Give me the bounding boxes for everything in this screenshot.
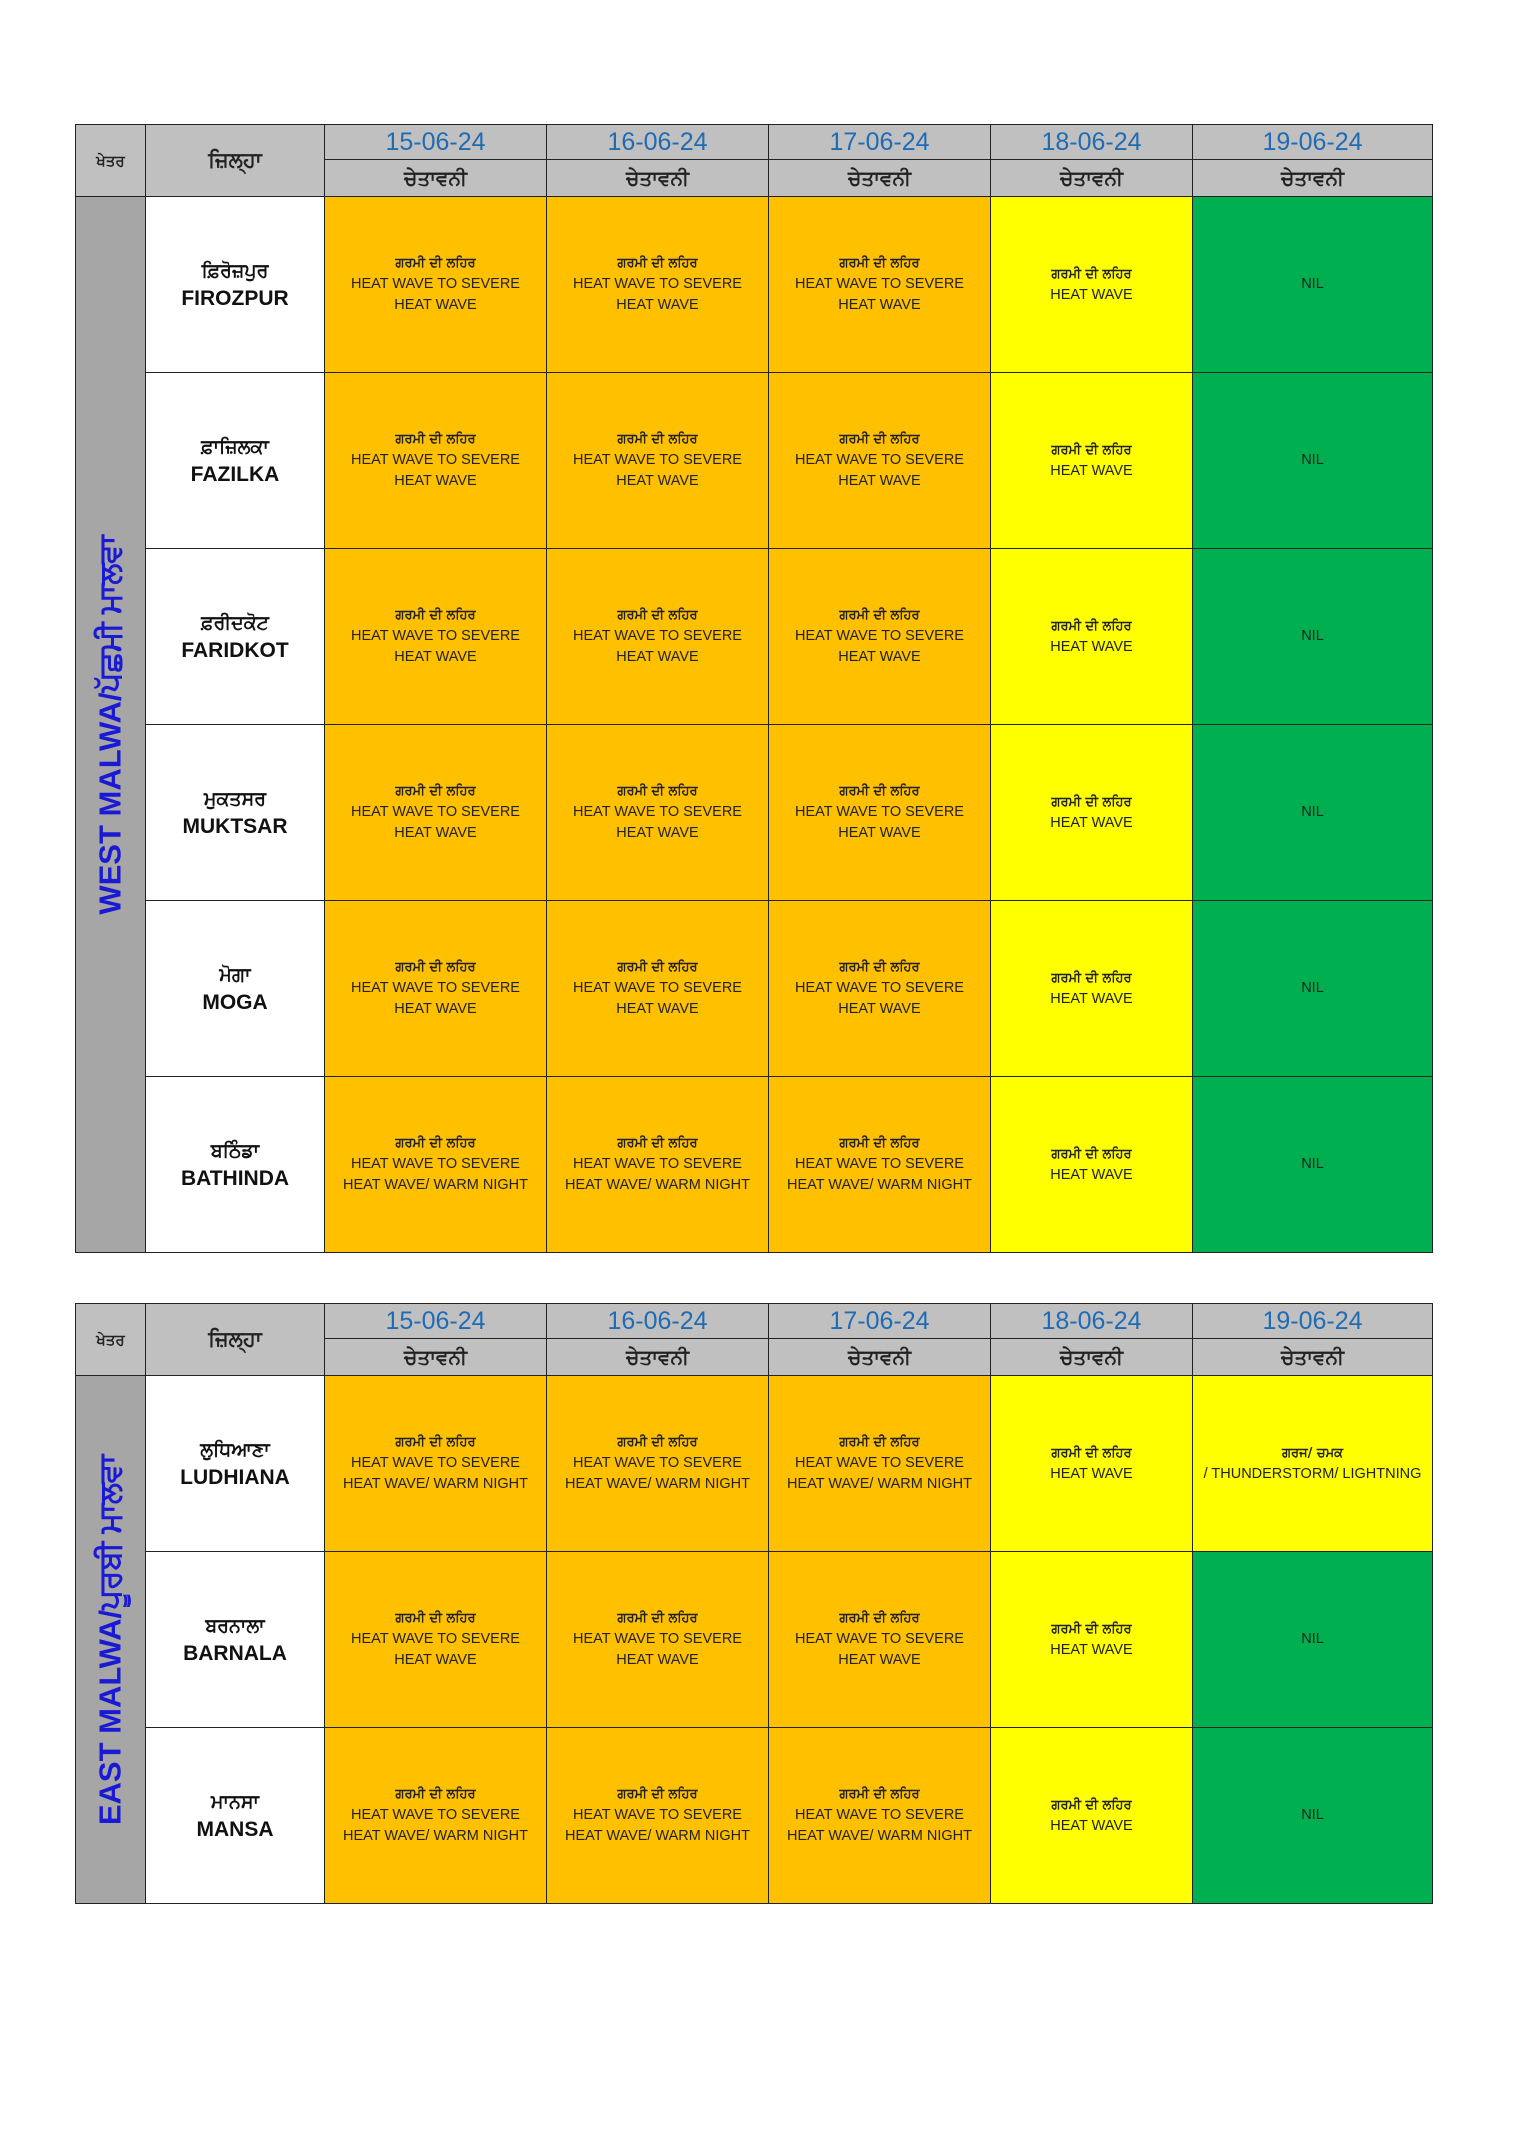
district-cell bbox=[146, 549, 325, 725]
warning-text: HEAT WAVE bbox=[838, 649, 921, 665]
warning-text: HEAT WAVE/ WARM NIGHT bbox=[786, 1476, 972, 1492]
warning-text: HEAT WAVE TO SEVERE bbox=[351, 276, 520, 292]
warning-text: ਗਰਮੀ ਦੀ ਲਹਿਰ bbox=[617, 1611, 698, 1626]
warning-text: ਗਰਮੀ ਦੀ ਲਹਿਰ bbox=[1051, 266, 1132, 282]
district-cell bbox=[146, 1728, 325, 1904]
warning-text: HEAT WAVE TO SEVERE bbox=[351, 1807, 520, 1823]
district-row bbox=[76, 1552, 1433, 1728]
district-name-english: BARNALA bbox=[183, 1641, 287, 1665]
warning-text: HEAT WAVE bbox=[394, 825, 477, 841]
district-cell bbox=[146, 1376, 325, 1552]
warning-cell bbox=[991, 373, 1193, 549]
warning-header: ਚੇਤਾਵਨੀ bbox=[991, 1339, 1193, 1376]
warning-text: HEAT WAVE/ WARM NIGHT bbox=[342, 1476, 528, 1492]
warning-header: ਚੇਤਾਵਨੀ bbox=[325, 1339, 547, 1376]
warning-cell bbox=[325, 1376, 547, 1552]
warning-text: NIL bbox=[1301, 1631, 1324, 1647]
district-row bbox=[76, 197, 1433, 373]
warning-cell bbox=[547, 1552, 769, 1728]
warning-cell bbox=[325, 1728, 547, 1904]
warning-text: HEAT WAVE/ WARM NIGHT bbox=[342, 1828, 528, 1844]
warning-cell bbox=[991, 901, 1193, 1077]
warning-text: HEAT WAVE bbox=[1050, 638, 1133, 655]
warning-text: HEAT WAVE TO SEVERE bbox=[795, 804, 964, 820]
district-cell bbox=[146, 197, 325, 373]
warning-cell bbox=[769, 549, 991, 725]
warning-header: ਚੇਤਾਵਨੀ bbox=[1193, 160, 1433, 197]
warning-text: HEAT WAVE TO SEVERE bbox=[573, 980, 742, 996]
district-name-english: FAZILKA bbox=[190, 462, 280, 486]
warning-text: HEAT WAVE TO SEVERE bbox=[795, 980, 964, 996]
warning-text: HEAT WAVE bbox=[1050, 1817, 1133, 1834]
warning-text: HEAT WAVE TO SEVERE bbox=[795, 628, 964, 644]
zone-cell bbox=[76, 1376, 146, 1904]
district-cell bbox=[146, 1552, 325, 1728]
warning-text: HEAT WAVE TO SEVERE bbox=[573, 1455, 742, 1471]
warning-cell bbox=[991, 1728, 1193, 1904]
warning-text: HEAT WAVE bbox=[394, 1652, 477, 1668]
warning-text: ਗਰਮੀ ਦੀ ਲਹਿਰ bbox=[1051, 1445, 1132, 1461]
warning-cell bbox=[547, 901, 769, 1077]
district-row bbox=[76, 373, 1433, 549]
warning-cell bbox=[547, 373, 769, 549]
district-row bbox=[76, 1728, 1433, 1904]
warning-text: ਗਰਮੀ ਦੀ ਲਹਿਰ bbox=[617, 1435, 698, 1450]
date-header: 19-06-24 bbox=[1193, 125, 1433, 160]
warning-text: HEAT WAVE/ WARM NIGHT bbox=[564, 1828, 750, 1844]
warning-text: HEAT WAVE TO SEVERE bbox=[573, 628, 742, 644]
warning-cell bbox=[1193, 725, 1433, 901]
warning-header: ਚੇਤਾਵਨੀ bbox=[769, 160, 991, 197]
warning-cell bbox=[547, 1376, 769, 1552]
warning-text: HEAT WAVE bbox=[616, 1001, 699, 1017]
warning-text: ਗਰਮੀ ਦੀ ਲਹਿਰ bbox=[839, 1136, 920, 1151]
warning-text: ਗਰਮੀ ਦੀ ਲਹਿਰ bbox=[395, 1435, 476, 1450]
district-name-english: MUKTSAR bbox=[182, 814, 288, 838]
warning-text: ਗਰਮੀ ਦੀ ਲਹਿਰ bbox=[839, 1435, 920, 1450]
warning-cell bbox=[325, 549, 547, 725]
warning-cell bbox=[991, 1376, 1193, 1552]
warning-cell bbox=[1193, 549, 1433, 725]
warning-text: ਗਰਮੀ ਦੀ ਲਹਿਰ bbox=[395, 1136, 476, 1151]
warning-text: ਗਰਮੀ ਦੀ ਲਹਿਰ bbox=[839, 432, 920, 447]
warning-cell bbox=[991, 725, 1193, 901]
warning-cell bbox=[547, 1728, 769, 1904]
district-cell bbox=[146, 1077, 325, 1253]
warning-text: HEAT WAVE TO SEVERE bbox=[351, 628, 520, 644]
warning-text: ਗਰਮੀ ਦੀ ਲਹਿਰ bbox=[617, 608, 698, 623]
warning-text: HEAT WAVE TO SEVERE bbox=[351, 452, 520, 468]
warning-text: HEAT WAVE bbox=[616, 473, 699, 489]
warning-text: ਗਰਮੀ ਦੀ ਲਹਿਰ bbox=[839, 1787, 920, 1802]
warning-text: ਗਰਮੀ ਦੀ ਲਹਿਰ bbox=[1051, 618, 1132, 634]
zone-column-header: ਖੇਤਰ bbox=[76, 125, 146, 197]
district-name-english: FARIDKOT bbox=[181, 638, 289, 662]
date-header: 18-06-24 bbox=[991, 1304, 1193, 1339]
district-name-punjabi: ਫ਼ਰੀਦਕੋਟ bbox=[201, 611, 269, 634]
warning-text: HEAT WAVE TO SEVERE bbox=[795, 1807, 964, 1823]
warning-text: HEAT WAVE bbox=[616, 649, 699, 665]
warning-cell bbox=[325, 901, 547, 1077]
district-cell bbox=[146, 373, 325, 549]
warning-text: HEAT WAVE TO SEVERE bbox=[795, 276, 964, 292]
warning-cell bbox=[325, 197, 547, 373]
district-column-header: ਜ਼ਿਲ੍ਹਾ bbox=[146, 125, 325, 197]
warning-header: ਚੇਤਾਵਨੀ bbox=[1193, 1339, 1433, 1376]
district-column-header: ਜ਼ਿਲ੍ਹਾ bbox=[146, 1304, 325, 1376]
district-name-punjabi: ਲੁਧਿਆਣਾ bbox=[200, 1438, 270, 1461]
zone-label: WEST MALWA/ਪੱਛਮੀ ਮਾਲਵਾ bbox=[92, 534, 127, 915]
warning-text: / THUNDERSTORM/ LIGHTNING bbox=[1203, 1465, 1422, 1482]
warning-text: HEAT WAVE/ WARM NIGHT bbox=[342, 1177, 528, 1193]
warning-text: HEAT WAVE bbox=[1050, 990, 1133, 1007]
district-name-punjabi: ਫ਼ਿਰੋਜ਼ਪੁਰ bbox=[201, 259, 269, 282]
warning-text: NIL bbox=[1301, 1807, 1324, 1823]
warning-text: HEAT WAVE TO SEVERE bbox=[351, 804, 520, 820]
district-name-english: MANSA bbox=[196, 1817, 274, 1841]
warning-text: HEAT WAVE TO SEVERE bbox=[573, 276, 742, 292]
warning-text: ਗਰਮੀ ਦੀ ਲਹਿਰ bbox=[1051, 442, 1132, 458]
warning-header: ਚੇਤਾਵਨੀ bbox=[547, 160, 769, 197]
warning-text: HEAT WAVE bbox=[838, 825, 921, 841]
warning-header: ਚੇਤਾਵਨੀ bbox=[547, 1339, 769, 1376]
warning-text: HEAT WAVE bbox=[394, 1001, 477, 1017]
warning-text: NIL bbox=[1301, 1156, 1324, 1172]
warning-text: HEAT WAVE bbox=[1050, 1166, 1133, 1183]
zone-column-header: ਖੇਤਰ bbox=[76, 1304, 146, 1376]
warning-cell bbox=[547, 197, 769, 373]
warning-cell bbox=[1193, 373, 1433, 549]
warning-text: ਗਰਮੀ ਦੀ ਲਹਿਰ bbox=[617, 784, 698, 799]
district-name-punjabi: ਮੁਕਤਸਰ bbox=[203, 787, 267, 810]
warning-text: HEAT WAVE TO SEVERE bbox=[573, 1631, 742, 1647]
warning-text: HEAT WAVE bbox=[1050, 286, 1133, 303]
warning-header: ਚੇਤਾਵਨੀ bbox=[769, 1339, 991, 1376]
district-name-punjabi: ਮੋਗਾ bbox=[219, 963, 251, 986]
warning-text: HEAT WAVE bbox=[1050, 1465, 1133, 1482]
warning-cell bbox=[1193, 1077, 1433, 1253]
warning-text: HEAT WAVE bbox=[1050, 1641, 1133, 1658]
warning-text: HEAT WAVE TO SEVERE bbox=[351, 980, 520, 996]
district-name-english: MOGA bbox=[202, 990, 268, 1014]
date-header: 15-06-24 bbox=[325, 125, 547, 160]
warning-text: HEAT WAVE TO SEVERE bbox=[795, 1455, 964, 1471]
warning-text: ਗਰਮੀ ਦੀ ਲਹਿਰ bbox=[1051, 1797, 1132, 1813]
district-row bbox=[76, 725, 1433, 901]
warning-text: ਗਰਮੀ ਦੀ ਲਹਿਰ bbox=[1051, 794, 1132, 810]
warning-text: ਗਰਮੀ ਦੀ ਲਹਿਰ bbox=[395, 1787, 476, 1802]
date-header: 18-06-24 bbox=[991, 125, 1193, 160]
warning-cell bbox=[769, 1077, 991, 1253]
warning-cell bbox=[769, 1376, 991, 1552]
zone-cell bbox=[76, 197, 146, 1253]
warning-text: ਗਰਮੀ ਦੀ ਲਹਿਰ bbox=[1051, 1146, 1132, 1162]
warning-text: ਗਰਮੀ ਦੀ ਲਹਿਰ bbox=[839, 960, 920, 975]
warning-cell bbox=[991, 197, 1193, 373]
district-name-english: LUDHIANA bbox=[180, 1465, 290, 1489]
warning-text: HEAT WAVE bbox=[1050, 814, 1133, 831]
warning-text: HEAT WAVE/ WARM NIGHT bbox=[786, 1828, 972, 1844]
warning-text: ਗਰਮੀ ਦੀ ਲਹਿਰ bbox=[617, 432, 698, 447]
warning-cell bbox=[769, 1728, 991, 1904]
warning-cell bbox=[325, 725, 547, 901]
warning-text: ਗਰਮੀ ਦੀ ਲਹਿਰ bbox=[617, 256, 698, 271]
warning-text: HEAT WAVE bbox=[1050, 462, 1133, 479]
warning-cell bbox=[769, 725, 991, 901]
warning-cell bbox=[547, 549, 769, 725]
warning-text: ਗਰਮੀ ਦੀ ਲਹਿਰ bbox=[395, 960, 476, 975]
date-header: 16-06-24 bbox=[547, 1304, 769, 1339]
warning-text: NIL bbox=[1301, 276, 1324, 292]
warning-text: ਗਰਮੀ ਦੀ ਲਹਿਰ bbox=[617, 1787, 698, 1802]
warning-text: ਗਰਮੀ ਦੀ ਲਹਿਰ bbox=[839, 784, 920, 799]
warning-text: NIL bbox=[1301, 628, 1324, 644]
warning-text: HEAT WAVE/ WARM NIGHT bbox=[564, 1177, 750, 1193]
warning-text: ਗਰਮੀ ਦੀ ਲਹਿਰ bbox=[395, 608, 476, 623]
warning-text: HEAT WAVE TO SEVERE bbox=[795, 1631, 964, 1647]
warning-text: ਗਰਮੀ ਦੀ ਲਹਿਰ bbox=[839, 608, 920, 623]
warning-cell bbox=[991, 1552, 1193, 1728]
warning-cell bbox=[1193, 901, 1433, 1077]
warning-text: HEAT WAVE bbox=[394, 473, 477, 489]
warning-text: ਗਰਮੀ ਦੀ ਲਹਿਰ bbox=[1051, 1621, 1132, 1637]
date-header: 16-06-24 bbox=[547, 125, 769, 160]
district-name-english: BATHINDA bbox=[180, 1166, 290, 1190]
district-name-punjabi: ਬਰਨਾਲਾ bbox=[205, 1614, 265, 1637]
warning-cell bbox=[325, 373, 547, 549]
district-name-punjabi: ਮਾਨਸਾ bbox=[211, 1790, 259, 1813]
warning-cell bbox=[1193, 197, 1433, 373]
district-cell bbox=[146, 725, 325, 901]
warning-text: HEAT WAVE bbox=[838, 1652, 921, 1668]
warning-text: HEAT WAVE bbox=[838, 473, 921, 489]
warning-cell bbox=[547, 1077, 769, 1253]
warning-text: HEAT WAVE TO SEVERE bbox=[795, 1156, 964, 1172]
warning-text: ਗਰਮੀ ਦੀ ਲਹਿਰ bbox=[617, 960, 698, 975]
warning-text: HEAT WAVE TO SEVERE bbox=[351, 1455, 520, 1471]
warning-text: NIL bbox=[1301, 804, 1324, 820]
warning-text: ਗਰਮੀ ਦੀ ਲਹਿਰ bbox=[839, 1611, 920, 1626]
warning-text: HEAT WAVE TO SEVERE bbox=[573, 804, 742, 820]
warning-text: ਗਰਮੀ ਦੀ ਲਹਿਰ bbox=[395, 1611, 476, 1626]
warning-header: ਚੇਤਾਵਨੀ bbox=[991, 160, 1193, 197]
date-header: 19-06-24 bbox=[1193, 1304, 1433, 1339]
warning-text: NIL bbox=[1301, 980, 1324, 996]
warning-cell bbox=[1193, 1552, 1433, 1728]
district-row bbox=[76, 549, 1433, 725]
warning-cell bbox=[769, 197, 991, 373]
warning-cell bbox=[769, 373, 991, 549]
district-row bbox=[76, 1376, 1433, 1552]
warning-text: HEAT WAVE/ WARM NIGHT bbox=[564, 1476, 750, 1492]
warning-text: ਗਰਮੀ ਦੀ ਲਹਿਰ bbox=[839, 256, 920, 271]
warning-cell bbox=[325, 1552, 547, 1728]
east-malwa-warning-table bbox=[75, 1303, 1433, 1904]
warning-cell bbox=[769, 901, 991, 1077]
date-header: 17-06-24 bbox=[769, 1304, 991, 1339]
warning-text: HEAT WAVE bbox=[394, 297, 477, 313]
district-name-english: FIROZPUR bbox=[181, 286, 289, 310]
warning-text: HEAT WAVE bbox=[838, 1001, 921, 1017]
warning-text: ਗਰਮੀ ਦੀ ਲਹਿਰ bbox=[617, 1136, 698, 1151]
warning-cell bbox=[991, 1077, 1193, 1253]
warning-text: ਗਰਮੀ ਦੀ ਲਹਿਰ bbox=[395, 784, 476, 799]
warning-text: ਗਰਮੀ ਦੀ ਲਹਿਰ bbox=[1051, 970, 1132, 986]
warning-header: ਚੇਤਾਵਨੀ bbox=[325, 160, 547, 197]
zone-label: EAST MALWA/ਪੂਰਬੀ ਮਾਲਵਾ bbox=[92, 1454, 127, 1825]
warning-text: HEAT WAVE bbox=[838, 297, 921, 313]
warning-text: HEAT WAVE bbox=[616, 1652, 699, 1668]
district-row bbox=[76, 901, 1433, 1077]
warning-text: HEAT WAVE/ WARM NIGHT bbox=[786, 1177, 972, 1193]
warning-cell bbox=[1193, 1728, 1433, 1904]
warning-text: HEAT WAVE bbox=[394, 649, 477, 665]
warning-cell bbox=[991, 549, 1193, 725]
warning-text: HEAT WAVE bbox=[616, 297, 699, 313]
warning-cell bbox=[547, 725, 769, 901]
warning-text: ਗਰਜ/ ਚਮਕ bbox=[1281, 1445, 1344, 1461]
warning-text: HEAT WAVE bbox=[616, 825, 699, 841]
date-header: 15-06-24 bbox=[325, 1304, 547, 1339]
warning-text: HEAT WAVE TO SEVERE bbox=[573, 452, 742, 468]
district-row bbox=[76, 1077, 1433, 1253]
warning-cell bbox=[1193, 1376, 1433, 1552]
warning-text: HEAT WAVE TO SEVERE bbox=[351, 1631, 520, 1647]
warning-text: NIL bbox=[1301, 452, 1324, 468]
warning-text: ਗਰਮੀ ਦੀ ਲਹਿਰ bbox=[395, 432, 476, 447]
west-malwa-warning-table bbox=[75, 124, 1433, 1253]
date-header: 17-06-24 bbox=[769, 125, 991, 160]
district-name-punjabi: ਫ਼ਾਜ਼ਿਲਕਾ bbox=[201, 435, 269, 458]
warning-text: HEAT WAVE TO SEVERE bbox=[795, 452, 964, 468]
warning-text: ਗਰਮੀ ਦੀ ਲਹਿਰ bbox=[395, 256, 476, 271]
warning-text: HEAT WAVE TO SEVERE bbox=[351, 1156, 520, 1172]
district-cell bbox=[146, 901, 325, 1077]
district-name-punjabi: ਬਠਿੰਡਾ bbox=[210, 1139, 260, 1162]
warning-cell bbox=[769, 1552, 991, 1728]
warning-text: HEAT WAVE TO SEVERE bbox=[573, 1156, 742, 1172]
warning-cell bbox=[325, 1077, 547, 1253]
warning-text: HEAT WAVE TO SEVERE bbox=[573, 1807, 742, 1823]
